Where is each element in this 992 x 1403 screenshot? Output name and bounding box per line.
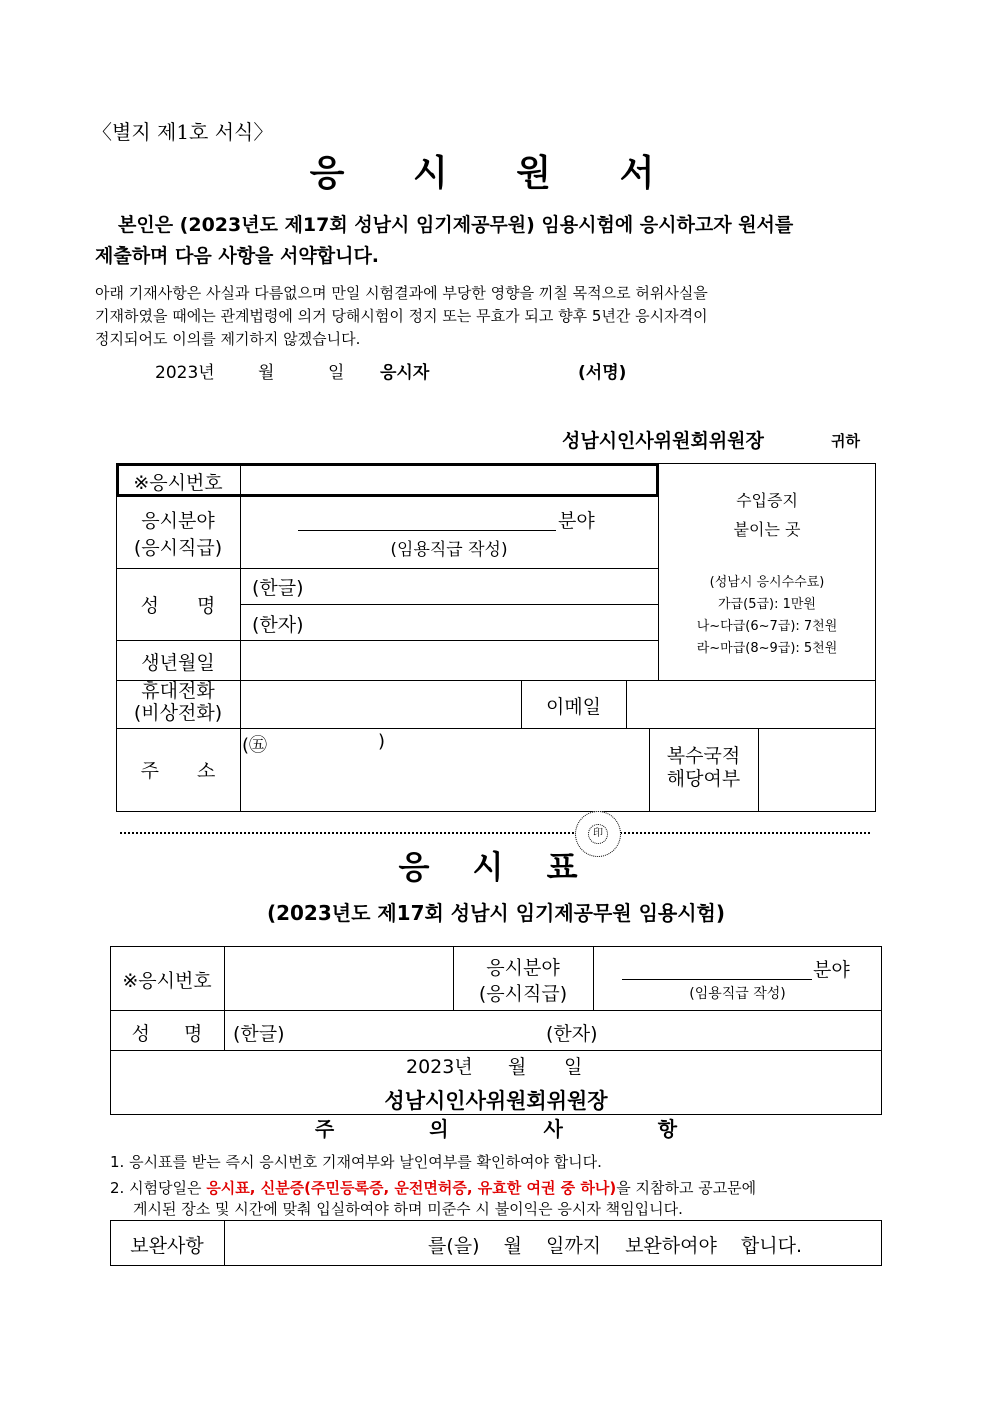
note-2-prefix: 2. 시험당일은: [110, 1179, 202, 1197]
form-reference: 〈별지 제1호 서식〉: [92, 120, 274, 144]
fee-title: (성남시 응시수수료): [709, 575, 825, 590]
ticket-title: 응 시 표: [398, 848, 594, 886]
ticket-field-underline[interactable]: [622, 979, 812, 980]
dual-nationality-label-1: 복수국적: [666, 745, 741, 767]
applicant-label: 응시자: [380, 363, 430, 383]
ticket-field-suffix: 분야: [813, 959, 850, 981]
ticket-field-label-2: (응시직급): [478, 983, 568, 1005]
signature-label: (서명): [578, 363, 627, 383]
note-1: 1. 응시표를 받는 즉시 응시번호 기재여부와 날인여부를 확인하여야 합니다.: [110, 1153, 602, 1171]
field-label-2: (응시직급): [133, 537, 223, 559]
note-2-suffix: 을 지참하고 공고문에: [616, 1179, 757, 1197]
stamp-label-1: 수입증지: [736, 491, 798, 510]
phone-label-2: (비상전화): [133, 702, 223, 724]
addressee-suffix: 귀하: [831, 432, 860, 450]
name-label: 성 명: [140, 595, 216, 617]
postal-prefix: (㊄: [242, 735, 268, 756]
fee-grade-1: 가급(5급): 1만원: [718, 597, 816, 612]
date-year: 2023년: [155, 363, 215, 383]
fee-grade-3: 라~마급(8~9급): 5천원: [696, 641, 838, 656]
address-label: 주 소: [140, 760, 216, 782]
ticket-issuer: 성남시인사위원회위원장: [384, 1089, 608, 1113]
seal-text: 印: [588, 824, 608, 844]
name-hangul-label: (한글): [252, 577, 304, 599]
note-2: [110, 1177, 756, 1198]
fee-grade-2: 나~다급(6~7급): 7천원: [696, 619, 838, 634]
supplement-text: 를(을) 월 일까지 보완하여야 합니다.: [428, 1235, 802, 1257]
note-2-highlight: 응시표, 신분증(주민등록증, 운전면허증, 유효한 여권 중 하나): [206, 1179, 617, 1197]
field-suffix: 분야: [558, 510, 595, 532]
note-2-line-2: 게시된 장소 및 시간에 맞춰 입실하여야 하며 미준수 시 불이익은 응시자 책임입니다.: [133, 1200, 683, 1218]
date-month: 월: [258, 363, 275, 383]
field-note: (임용직급 작성): [390, 540, 508, 560]
ticket-name-hanja-label: (한자): [546, 1023, 598, 1045]
oath-line-3: 정지되어도 이의를 제기하지 않겠습니다.: [95, 330, 361, 348]
name-hanja-label: (한자): [252, 614, 304, 636]
ticket-name-hangul-label: (한글): [233, 1023, 285, 1045]
ticket-date-year: 2023년: [406, 1056, 473, 1078]
addressee: 성남시인사위원회위원장: [562, 430, 764, 452]
field-underline[interactable]: [298, 530, 556, 531]
date-day: 일: [328, 363, 345, 383]
cut-line: [120, 832, 870, 834]
pledge-line-2: 제출하며 다음 사항을 서약합니다.: [95, 245, 380, 267]
oath-line-1: 아래 기재사항은 사실과 다름없으며 만일 시험결과에 부당한 영향을 끼칠 목적으로 허위사실을: [95, 284, 708, 302]
ticket-date-month: 월: [508, 1056, 527, 1078]
phone-label-1: 휴대전화: [141, 680, 215, 702]
field-label-1: 응시분야: [141, 510, 215, 532]
ticket-field-label-1: 응시분야: [486, 957, 560, 979]
postal-suffix: ): [378, 731, 386, 752]
exam-number-label: ※응시번호: [133, 472, 223, 494]
exam-number-field[interactable]: [244, 467, 654, 493]
stamp-label-2: 붙이는 곳: [733, 520, 801, 539]
supplement-label: 보완사항: [130, 1235, 204, 1257]
ticket-field-note: (임용직급 작성): [689, 986, 786, 1002]
dual-nationality-label-2: 해당여부: [666, 768, 741, 790]
ticket-name-label: 성 명: [131, 1023, 203, 1045]
oath-line-2: 기재하였을 때에는 관계법령에 의거 당해시험이 정지 또는 무효가 되고 향후 5년간 응시자격이: [95, 307, 708, 325]
ticket-subtitle: (2023년도 제17회 성남시 임기제공무원 임용시험): [266, 901, 726, 925]
ticket-exam-number-label: ※응시번호: [122, 970, 212, 992]
birth-label: 생년월일: [141, 652, 215, 674]
pledge-line-1: 본인은 (2023년도 제17회 성남시 임기제공무원) 임용시험에 응시하고자 원서를: [118, 214, 794, 236]
email-label: 이메일: [545, 696, 602, 718]
ticket-date-day: 일: [564, 1056, 583, 1078]
notes-title: 주 의 사 항: [314, 1117, 722, 1141]
form-title: 응 시 원 서: [309, 153, 683, 194]
